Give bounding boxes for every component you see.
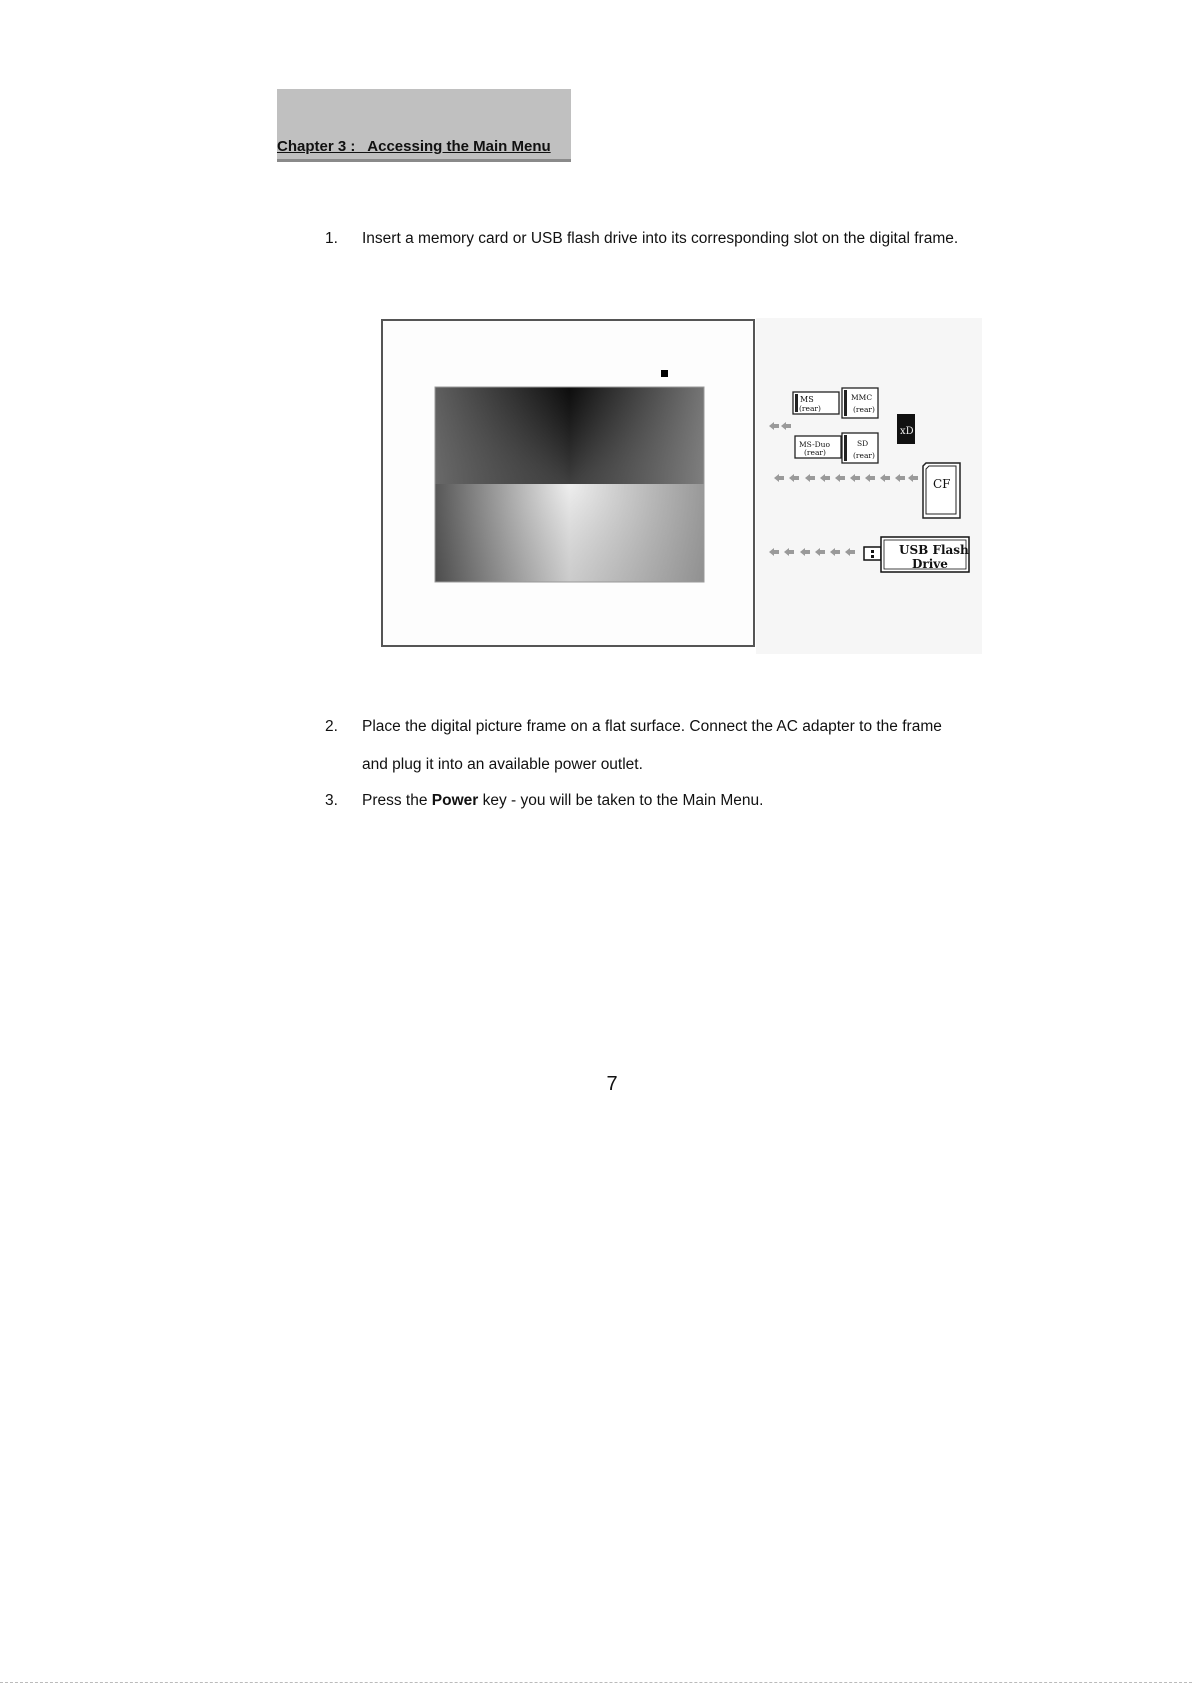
step-text: Place the digital picture frame on a flat surface. Connect the AC adapter to the frame and plug it into an available power outlet. — [362, 718, 942, 773]
page-number: 7 — [606, 1073, 618, 1095]
chapter-title: Chapter 3 : Accessing the Main Menu — [277, 138, 551, 155]
xd-label: xD — [900, 426, 914, 437]
step-number: 1. — [325, 230, 338, 247]
step-text — [362, 782, 965, 820]
mmc-rear-label: (rear) — [853, 405, 875, 414]
ms-rear-label: (rear) — [799, 404, 821, 413]
step-text: Insert a memory card or USB flash drive into its corresponding slot on the digital frame. — [362, 230, 959, 247]
ms-label: MS — [800, 395, 814, 404]
frame-power-button — [661, 370, 668, 377]
step-1 — [325, 220, 965, 258]
xd-card-icon — [897, 414, 915, 444]
step-2 — [325, 708, 965, 784]
sd-card-icon — [842, 433, 878, 463]
frame-screen-shading — [435, 387, 704, 582]
ms-duo-rear-label: (rear) — [804, 448, 826, 457]
sd-rear-label: (rear) — [853, 451, 875, 460]
mmc-card-icon — [842, 388, 878, 418]
step-text-after: key - you will be taken to the Main Menu. — [478, 792, 764, 809]
step-3 — [325, 782, 965, 820]
power-key-label: Power — [431, 792, 479, 809]
chapter-header — [277, 89, 571, 162]
mmc-label: MMC — [851, 393, 873, 402]
step-number: 3. — [325, 792, 338, 809]
step-text-before: Press the — [362, 792, 432, 809]
usb-label-line2: Drive — [912, 557, 948, 571]
ms-duo-card-icon — [795, 436, 841, 458]
ms-card-icon — [793, 392, 839, 414]
usb-label-line1: USB Flash — [899, 543, 969, 557]
step-number: 2. — [325, 718, 338, 735]
memory-card-slot-diagram — [380, 318, 982, 654]
cf-label: CF — [933, 477, 951, 491]
footer-divider — [0, 1682, 1192, 1683]
sd-label: SD — [857, 439, 869, 448]
ms-duo-label: MS-Duo — [799, 440, 830, 449]
cf-card-icon — [923, 463, 960, 518]
